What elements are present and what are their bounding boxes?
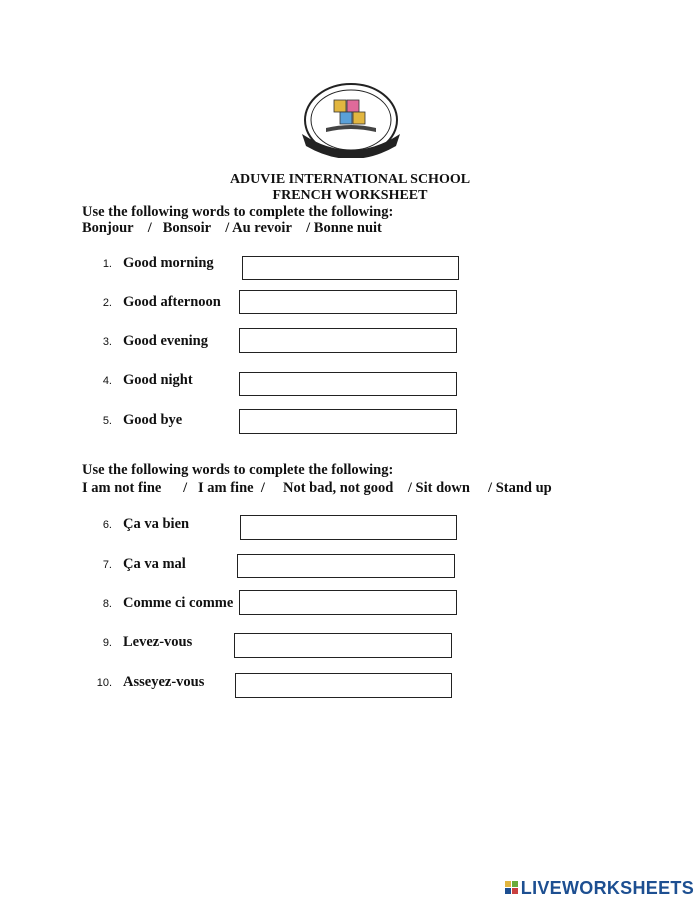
item-prompt: Asseyez-vous bbox=[123, 674, 205, 690]
item-prompt: Good morning bbox=[123, 255, 214, 271]
worksheet-title: FRENCH WORKSHEET bbox=[272, 188, 428, 203]
item-number: 3. bbox=[102, 336, 112, 348]
school-logo bbox=[296, 80, 406, 158]
answer-box-7[interactable] bbox=[237, 554, 455, 578]
section1-word-bank: Bonjour / Bonsoir / Au revoir / Bonne nuit bbox=[82, 220, 382, 236]
answer-box-5[interactable] bbox=[239, 409, 457, 434]
answer-box-10[interactable] bbox=[235, 673, 452, 698]
item-number: 8. bbox=[102, 598, 112, 610]
item-number: 10. bbox=[96, 677, 112, 689]
brand-text: LIVEWORKSHEETS bbox=[520, 878, 694, 898]
answer-box-3[interactable] bbox=[239, 328, 457, 353]
answer-box-4[interactable] bbox=[239, 372, 457, 396]
liveworksheets-brand[interactable] bbox=[505, 878, 694, 899]
item-prompt: Good afternoon bbox=[123, 294, 221, 310]
item-number: 4. bbox=[102, 375, 112, 387]
item-number: 1. bbox=[102, 258, 112, 270]
section1-instruction: Use the following words to complete the following: bbox=[82, 204, 394, 220]
answer-box-9[interactable] bbox=[234, 633, 452, 658]
item-number: 7. bbox=[102, 559, 112, 571]
item-prompt: Ça va bien bbox=[123, 516, 190, 532]
answer-box-6[interactable] bbox=[240, 515, 457, 540]
item-prompt: Ça va mal bbox=[123, 556, 186, 572]
school-name: ADUVIE INTERNATIONAL SCHOOL bbox=[229, 172, 471, 187]
item-number: 6. bbox=[102, 519, 112, 531]
answer-box-2[interactable] bbox=[239, 290, 457, 314]
item-prompt: Good evening bbox=[123, 333, 208, 349]
item-number: 2. bbox=[102, 297, 112, 309]
item-number: 9. bbox=[102, 637, 112, 649]
item-number: 5. bbox=[102, 415, 112, 427]
item-prompt: Good night bbox=[123, 372, 193, 388]
section2-word-bank: I am not fine / I am fine / Not bad, not good / Sit down / Stand up bbox=[82, 480, 552, 496]
item-prompt: Good bye bbox=[123, 412, 183, 428]
item-prompt: Comme ci comme bbox=[123, 595, 234, 611]
liveworksheets-logo-icon bbox=[505, 881, 519, 895]
section2-instruction: Use the following words to complete the following: bbox=[82, 462, 394, 478]
answer-box-1[interactable] bbox=[242, 256, 459, 280]
answer-box-8[interactable] bbox=[239, 590, 457, 615]
item-prompt: Levez-vous bbox=[123, 634, 193, 650]
